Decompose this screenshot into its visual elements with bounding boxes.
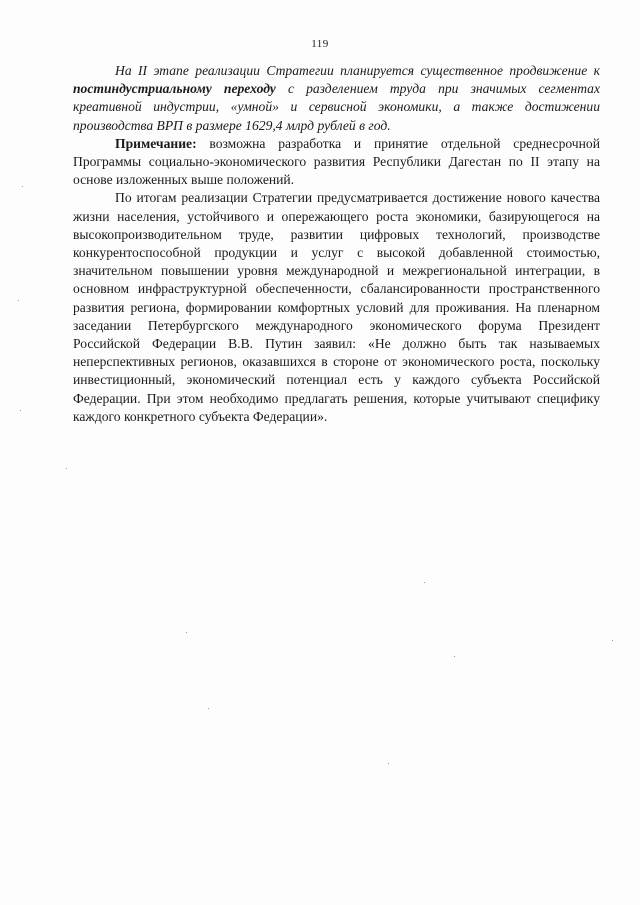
note-label: Примечание:: [115, 135, 197, 151]
emphasis-postindustrial: постиндустриальному переходу: [73, 81, 276, 97]
document-body: [73, 62, 600, 426]
scan-speck: [66, 468, 67, 469]
strategy-stage-paragraph: [73, 62, 600, 135]
scan-speck: [186, 632, 187, 633]
results-paragraph: По итогам реализации Стратегии предусматривается достижение нового качества жизни населения, устойчивого и опережающего роста экономики, базирующегося на высокопроизводительном труде, развитии цифровых технологий, производстве конкурентоспособной продукции и услуг с высокой добавленной стоимостью, значительном повышении уровня международной и межрегиональной интеграции, в основном инфраструктурной обеспеченности, сбалансированности пространственного развития региона, формировании комфортных условий для проживания. На пленарном заседании Петербургского международного экономического форума Президент Российской Федерации В.В. Путин заявил: «Не должно быть так называемых неперспективных регионов, оказавшихся в стороне от экономического роста, поскольку инвестиционный, экономический потенциал есть у каждого субъекта Российской Федерации. При этом необходимо предлагать решения, которые учитывают специфику каждого конкретного субъекта Федерации».: [73, 190, 600, 424]
paragraph-text-end: с разделением труда при значимых сегментах креативной индустрии, «умной» и сервисной экономики, а также достижении производства ВРП в размере 1629,4 млрд рублей в год.: [73, 81, 601, 133]
note-paragraph: [73, 135, 600, 190]
note-text: возможна разработка и принятие отдельной среднесрочной Программы социально-экономического развития Республики Дагестан по II этапу на основе изложенных выше положений.: [73, 135, 600, 188]
page-number: 119: [311, 38, 329, 50]
scan-speck: [454, 656, 455, 657]
scan-speck: [20, 410, 21, 411]
scan-speck: [424, 582, 425, 583]
scan-speck: [612, 640, 613, 641]
scan-speck: [22, 186, 23, 187]
paragraph-text-start: На II этапе реализации Стратегии планируется существенное продвижение к: [115, 63, 600, 78]
scan-speck: [208, 708, 209, 709]
scan-speck: [18, 300, 19, 301]
scan-speck: [388, 763, 389, 764]
